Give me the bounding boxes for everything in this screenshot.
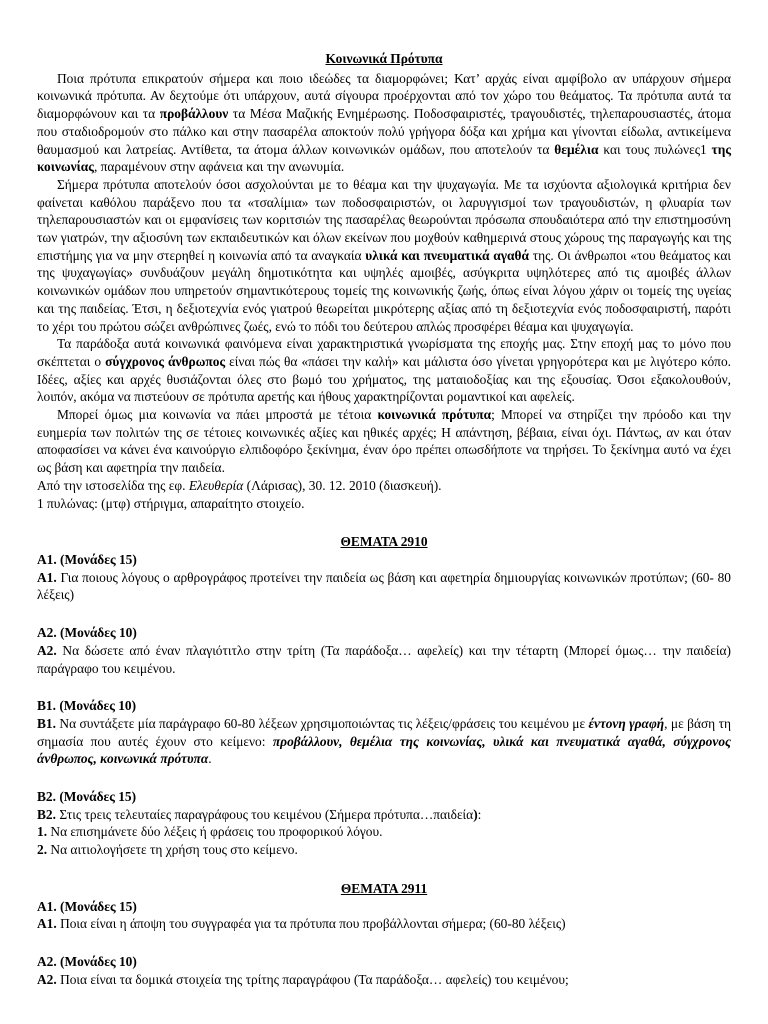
question-body: , με βάση τη σημασία που αυτές έχουν στο κείμενο:: [37, 715, 731, 749]
sub-question-1: [37, 823, 731, 841]
bold-term-themelia: θεμέλια: [554, 141, 599, 157]
paragraph-1-text: Ποια πρότυπα επικρατούν σήμερα και ποιο ιδεώδες τα διαμορφώνει; Κατ’ αρχάς είναι αμφίβολο αν υπάρχουν σήμερα κοινωνικά πρότυπα. Αν δεχτούμε ότι υπάρχουν, αυτά σίγουρα προέρχονται από τον χώρο του θεάματος. Τα πρότυπα αυτά τα διαμορφώνουν και τα: [37, 70, 731, 122]
paragraph-3-text: είναι πώς θα «πάσει την καλή» και μάλιστα όσο γίνεται γρηγορότερα και με λιγότερο κόπο. Ιδέες, αξίες και αρχές θυσιάζονται όλες στο βωμό του χρήματος, της ματαιοδοξίας και της εξουσίας. Όσοι εξακολουθούν, λοιπόν, ακόμα να πιστεύουν σε πρότυπα αρετής και ήθους χαρακτηρίζονται ρομαντικοί και αφελείς.: [37, 353, 731, 405]
question-text: [37, 971, 731, 989]
section-title-2911: ΘΕΜΑΤΑ 2911: [340, 880, 428, 896]
question-body: Στις τρεις τελευταίες παραγράφους του κειμένου (Σήμερα πρότυπα…παιδεία: [55, 806, 474, 822]
question-a1-2911: [37, 898, 731, 933]
question-body: Ποια είναι η άποψη του συγγραφέα για τα πρότυπα που προβάλλονται σήμερα; (60-80 λέξεις): [56, 916, 566, 932]
question-label: Α1.: [37, 916, 57, 932]
question-body: .: [208, 751, 212, 767]
question-label: Β1.: [37, 715, 56, 731]
paragraph-4-text: ; Μπορεί να στηρίζει την πρόοδο και την ευημερία των πολιτών της σε τέτοιες κοινωνικές αξίες και ηθικές αρχές; Η απάντηση, βέβαια, είναι όχι. Πάντως, αν και όταν αποφασίσει να κάνει ένα καινούργιο ελπιδοφόρο ξεκίνημα, έναν όρο πρέπει οπωσδήποτε να τηρήσει. Το ξεκίνημα αυτό να έχει ως βάση και αφετηρία την παιδεία.: [37, 407, 731, 476]
paragraph-2-text: της. Οι άνθρωποι «του θεάματος και της ψυχαγωγίας» συνδυάζουν μεγάλη δημοτικότητα και υψηλές αμοιβές, ασύγκριτα υψηλότερες από τις αμοιβές άλλων κοινωνικών ομάδων που υπηρετούν σημαντικότερους τομείς της κοινωνικής ζωής, όπως είναι λόγου χάριν οι τομείς της υγείας και της παιδείας. Έτσι, η δεξιοτεχνία ενός γιατρού θεωρείται μικρότερης αξίας από τη δεξιοτεχνία ενός ποδοσφαιριστή, παρότι το χέρι του πρώτου σώζει ανθρώπινες ζωές, ενώ το πόδι του δεύτερου απλώς προσφέρει θέαμα και ψυχαγωγία.: [37, 247, 732, 334]
question-body: Ποια είναι τα δομικά στοιχεία της τρίτης παραγράφου (Τα παράδοξα… αφελείς) του κειμένου;: [56, 971, 569, 987]
bold-term-provallou: προβάλλουν: [159, 106, 229, 122]
sub-question-label: 2.: [37, 842, 48, 858]
document-title: Κοινωνικά Πρότυπα: [325, 51, 443, 66]
question-label: Α2.: [37, 642, 57, 658]
footnote: 1 πυλώνας: (μτφ) στήριγμα, απαραίτητο στοιχείο.: [37, 495, 305, 511]
source-text: Από την ιστοσελίδα της εφ.: [37, 477, 189, 493]
question-a2-2910: [37, 624, 731, 677]
question-text: [37, 915, 731, 933]
sub-question-2: [37, 841, 731, 859]
question-body: :: [477, 806, 482, 822]
question-heading: Β1. (Μονάδες 10): [37, 698, 137, 714]
source-text: (Λάρισας), 30. 12. 2010 (διασκευή).: [243, 477, 442, 493]
question-text: [37, 569, 731, 604]
bold-term-agatha: υλικά και πνευματικά αγαθά: [365, 247, 529, 263]
paragraph-2-text: Σήμερα πρότυπα αποτελούν όσοι ασχολούνται με το θέαμα και την ψυχαγωγία. Με τα ισχύοντα αξιολογικά κριτήρια δεν φαίνεται καθόλου παράξενο που τα «τσαλίμια» των ποδοσφαιριστών, οι λαρυγγισμοί των τραγουδιστών, η φλυαρία των τηλεπαρουσιαστών και οι εμφανίσεις των κοριτσιών της πασαρέλας θεωρούνται πρόσωπα σπουδαιότερα από την επιστημοσύνη των γιατρών, την αξιοσύνη των εκπαιδευτικών και όλων εκείνων που μοχθούν καθημερινά στους χώρους της παραγωγής και της επιστήμης για να μην στερηθεί η κοινωνία από τα αναγκαία: [37, 176, 731, 263]
question-heading: Α2. (Μονάδες 10): [37, 625, 137, 641]
sub-question-body: Να αιτιολογήσετε τη χρήση τους στο κείμενο.: [47, 842, 298, 858]
bold-term-koinonias: της κοινωνίας: [37, 141, 731, 175]
question-text: [37, 715, 731, 768]
paragraph-3: [37, 335, 731, 406]
question-heading: Α1. (Μονάδες 15): [37, 551, 137, 567]
question-label: Β2.: [37, 806, 56, 822]
question-text: [37, 642, 731, 677]
question-body: Για ποιους λόγους ο αρθρογράφος προτείνει την παιδεία ως βάση και αφετηρία δημιουργίας κοινωνικών προτύπων; (60- 80 λέξεις): [37, 569, 731, 603]
bold-term-anthropos: σύγχρονος άνθρωπος: [105, 353, 226, 369]
sub-question-body: Να επισημάνετε δύο λέξεις ή φράσεις του προφορικού λόγου.: [47, 824, 383, 840]
paragraph-1: [37, 70, 731, 176]
question-body: ): [473, 806, 478, 822]
question-label: Α2.: [37, 971, 57, 987]
question-a1-2910: [37, 551, 731, 604]
paragraph-2: [37, 176, 731, 335]
question-body: Να δώσετε από έναν πλαγιότιτλο στην τρίτη (Τα παράδοξα… αφελείς) και την τέταρτη (Μπορεί όμως… την παιδεία) παράγραφο του κειμένου.: [37, 642, 731, 676]
paragraph-1-text: τα Μέσα Μαζικής Ενημέρωσης. Ποδοσφαιριστές, τραγουδιστές, τηλεπαρουσιαστές, άτομα που σταδιοδρομούν στο πάλκο και στην πασαρέλα αποκτούν πολύ γρήγορα δόξα και χρήμα και γίνονται είδωλα, αντικείμενα θαυμασμού και λατρείας. Αντίθετα, τα άτομα άλλων κοινωνικών ομάδων, που αποτελούν τα: [37, 106, 731, 157]
question-body: Να συντάξετε μία παράγραφο 60-80 λέξεων χρησιμοποιώντας τις λέξεις/φράσεις του κειμένου με: [55, 715, 589, 731]
question-heading: Β2. (Μονάδες 15): [37, 789, 137, 805]
source-citation: [37, 477, 731, 495]
question-b1-2910: [37, 697, 731, 768]
question-b2-2910: [37, 788, 731, 859]
question-label: Α1.: [37, 569, 57, 585]
question-text: [37, 806, 731, 824]
question-heading: Α1. (Μονάδες 15): [37, 898, 137, 914]
question-heading: Α2. (Μονάδες 10): [37, 953, 137, 969]
question-a2-2911: [37, 953, 731, 988]
sub-question-label: 1.: [37, 824, 48, 840]
paragraph-1-text: και τους πυλώνες1: [598, 141, 712, 157]
emphasis-bold-italic: έντονη γραφή: [588, 715, 665, 731]
bold-term-protypa: κοινωνικά πρότυπα: [377, 407, 492, 423]
paragraph-4: [37, 406, 731, 477]
paragraph-3-text: Τα παράδοξα αυτά κοινωνικά φαινόμενα είναι χαρακτηριστικά γνωρίσματα της εποχής μας. Στην εποχή μας το μόνο που σκέπτεται ο: [37, 336, 731, 369]
paragraph-4-text: Μπορεί όμως μια κοινωνία να πάει μπροστά με τέτοια: [57, 407, 378, 423]
source-newspaper: Ελευθερία: [188, 477, 244, 493]
section-title-2910: ΘΕΜΑΤΑ 2910: [340, 534, 428, 550]
paragraph-1-text: , παραμένουν στην αφάνεια και την ανωνυμία.: [93, 159, 345, 175]
word-list: προβάλλουν, θεμέλια της κοινωνίας, υλικά και πνευματικά αγαθά, σύγχρονος άνθρωπος, κοινωνικά πρότυπα: [37, 733, 731, 767]
